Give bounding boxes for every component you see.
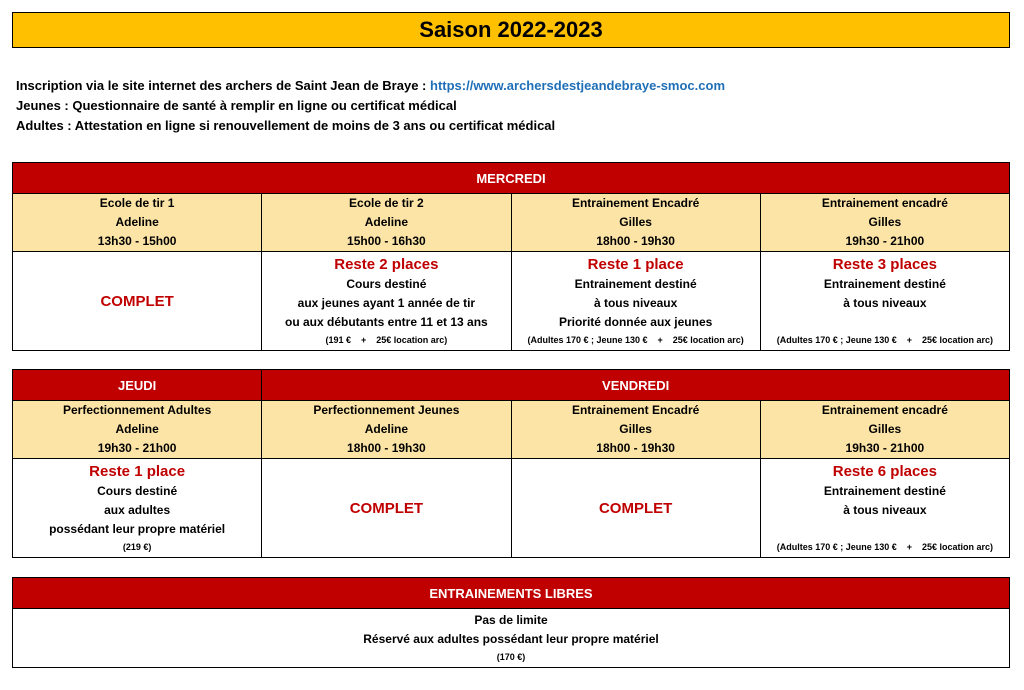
detail-cell (511, 252, 760, 351)
status-available: Reste 6 places (832, 463, 937, 480)
slot-coach: Gilles (868, 422, 902, 436)
slot-coach: Adeline (364, 422, 409, 436)
wednesday-header: MERCREDI (13, 163, 1010, 194)
detail-line: Entrainement destiné (823, 484, 946, 498)
info-youth-line: Jeunes : Questionnaire de santé à remplir en ligne ou certificat médical (16, 98, 457, 113)
detail-line: à tous niveaux (593, 296, 678, 310)
slot-cell (13, 194, 262, 252)
slot-cell (511, 401, 760, 459)
detail-cell (13, 459, 262, 558)
free-training-line: Réservé aux adultes possédant leur propre matériel (363, 632, 659, 646)
slot-coach: Gilles (619, 215, 652, 229)
status-complet: COMPLET (598, 499, 673, 517)
info-registration-line (16, 78, 725, 93)
status-available: Reste 3 places (832, 256, 937, 273)
free-training-header: ENTRAINEMENTS LIBRES (13, 578, 1010, 609)
slot-coach: Adeline (115, 422, 159, 436)
detail-line: Priorité donnée aux jeunes (558, 315, 713, 329)
slot-time: 15h00 - 16h30 (347, 234, 426, 248)
slot-cell (511, 194, 760, 252)
slot-name: Ecole de tir 1 (99, 196, 175, 210)
detail-line: Cours destiné (346, 277, 427, 291)
info-adult-line: Adultes : Attestation en ligne si renouvellement de moins de 3 ans ou certificat médical (16, 118, 556, 133)
slot-cell (262, 401, 511, 459)
slot-cell (760, 194, 1009, 252)
detail-line: aux jeunes ayant 1 année de tir (297, 296, 476, 310)
detail-line: Entrainement destiné (823, 277, 946, 291)
wednesday-table (12, 162, 1010, 351)
free-training-cell (13, 609, 1010, 668)
slot-time: 18h00 - 19h30 (347, 441, 426, 455)
slot-time: 19h30 - 21h00 (845, 234, 925, 248)
thursday-friday-table (12, 369, 1010, 558)
page-title: Saison 2022-2023 (12, 12, 1010, 48)
price-note: (191 € + 25€ location arc) (325, 335, 448, 345)
slot-time: 18h00 - 19h30 (596, 441, 675, 455)
slot-time: 13h30 - 15h00 (97, 234, 177, 248)
slot-name: Entrainement encadré (821, 403, 948, 417)
friday-header: VENDREDI (262, 370, 1010, 401)
price-note: (Adultes 170 € ; Jeune 130 € + 25€ location arc) (776, 335, 994, 345)
detail-cell (760, 459, 1009, 558)
detail-line: à tous niveaux (843, 503, 927, 517)
detail-cell (13, 252, 262, 351)
slot-coach: Gilles (619, 422, 652, 436)
price-note: (170 €) (496, 652, 526, 662)
slot-cell (262, 194, 511, 252)
detail-cell (760, 252, 1009, 351)
price-note: (Adultes 170 € ; Jeune 130 € + 25€ location arc) (527, 335, 744, 345)
status-available: Reste 1 place (587, 256, 684, 273)
detail-cell (262, 459, 511, 558)
slot-name: Perfectionnement Adultes (63, 403, 212, 417)
slot-coach: Adeline (115, 215, 159, 229)
status-available: Reste 2 places (334, 256, 439, 273)
info-registration-text: Inscription via le site internet des archers de Saint Jean de Braye : (16, 78, 430, 93)
detail-line: Entrainement destiné (574, 277, 697, 291)
detail-line: aux adultes (104, 503, 171, 517)
thursday-header: JEUDI (13, 370, 262, 401)
free-training-table (12, 577, 1010, 668)
detail-cell (262, 252, 511, 351)
status-complet: COMPLET (100, 292, 174, 310)
slot-name: Entrainement Encadré (571, 403, 700, 417)
club-website-link[interactable]: https://www.archersdestjeandebraye-smoc.com (430, 78, 726, 93)
status-complet: COMPLET (349, 499, 424, 517)
slot-time: 19h30 - 21h00 (845, 441, 925, 455)
slot-name: Ecole de tir 2 (349, 196, 424, 210)
slot-name: Entrainement Encadré (571, 196, 700, 210)
slot-coach: Gilles (868, 215, 902, 229)
slot-cell (13, 401, 262, 459)
slot-time: 18h00 - 19h30 (596, 234, 675, 248)
slot-name: Perfectionnement Jeunes (313, 403, 460, 417)
price-note: (Adultes 170 € ; Jeune 130 € + 25€ location arc) (776, 542, 994, 552)
detail-line: ou aux débutants entre 11 et 13 ans (285, 315, 488, 329)
detail-line: Cours destiné (97, 484, 178, 498)
detail-cell (511, 459, 760, 558)
status-available: Reste 1 place (89, 463, 186, 480)
price-note: (219 €) (122, 542, 152, 552)
slot-coach: Adeline (364, 215, 409, 229)
slot-name: Entrainement encadré (821, 196, 948, 210)
detail-line: possédant leur propre matériel (49, 522, 226, 536)
free-training-line: Pas de limite (474, 613, 548, 627)
slot-cell (760, 401, 1009, 459)
slot-time: 19h30 - 21h00 (97, 441, 177, 455)
detail-line: à tous niveaux (843, 296, 927, 310)
